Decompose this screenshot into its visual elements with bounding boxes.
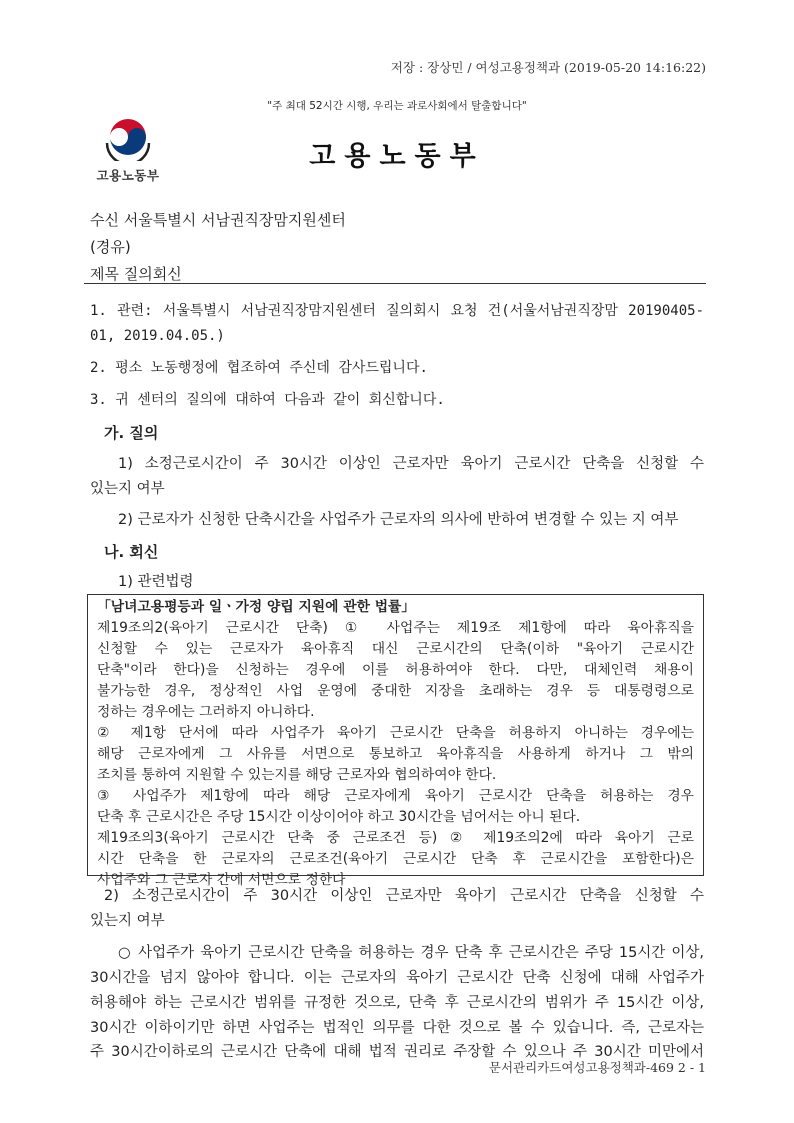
law-line: 사업주와 그 근로자 간에 서면으로 정한다 xyxy=(97,872,346,888)
answer-line: 30시간을 넘지 않아야 합니다. 이는 근로자의 육아기 근로시간 단축 신청에 대해 사업주가 xyxy=(90,970,704,986)
slogan: "주 최대 52시간 시행, 우리는 과로사회에서 탈출합니다" xyxy=(267,100,527,112)
section-a-heading: 가. 질의 xyxy=(104,424,159,442)
question-2: 2) 근로자가 신청한 단축시간을 사업주가 근로자의 의사에 반하여 변경할 수 있는 지 여부 xyxy=(118,512,679,528)
logo-text: 고용노동부 xyxy=(96,168,160,183)
subject-line: 제목 질의회신 xyxy=(90,265,182,283)
answer-line: ○ 사업주가 육아기 근로시간 단축을 허용하는 경우 단축 후 근로시간은 주당 15시간 이상, xyxy=(118,945,704,961)
item-2: 2. 평소 노동행정에 협조하여 주신데 감사드립니다. xyxy=(90,360,428,376)
question-1-line-2: 있는지 여부 xyxy=(90,481,165,497)
document-footer: 문서관리카드여성고용정책과-469 2 - 1 xyxy=(488,1060,706,1075)
header-divider xyxy=(84,283,706,284)
law-line: ② 제1항 단서에 따라 사업주가 육아기 근로시간 단축을 허용하지 아니하는 경우에는 xyxy=(97,725,694,741)
law-line: 시간 단축을 한 근로자의 근로조건(육아기 근로시간 단축 후 근로시간을 포함한다)은 xyxy=(97,851,694,867)
reply-2-line-1: 2) 소정근로시간이 주 30시간 이상인 근로자만 육아기 근로시간 단축을 신청할 수 xyxy=(104,888,704,904)
law-line: 제19조의3(육아기 근로시간 단축 중 근로조건 등) ② 제19조의2에 따라 육아기 근로 xyxy=(97,830,694,846)
reply-2-line-2: 있는지 여부 xyxy=(90,913,165,929)
law-excerpt-box xyxy=(87,594,704,888)
agency-title: 고용노동부 xyxy=(309,141,485,172)
item-1-line-1: 1. 관련: 서울특별시 서남권직장맘지원센터 질의회시 요청 건(서울서남권직장맘 20190405- xyxy=(90,303,704,319)
item-3: 3. 귀 센터의 질의에 대하여 다음과 같이 회신합니다. xyxy=(90,392,445,408)
law-line: 제19조의2(육아기 근로시간 단축) ① 사업주는 제19조 제1항에 따라 육아휴직을 xyxy=(97,620,694,636)
recipient-line: 수신 서울특별시 서남권직장맘지원센터 xyxy=(90,211,346,229)
section-b-heading: 나. 회신 xyxy=(104,543,159,561)
answer-line: 주 30시간이하로의 근로시간 단축에 대해 법적 권리로 주장할 수 있으나 주 30시간 미만에서 xyxy=(90,1044,704,1060)
law-title: 「남녀고용평등과 일ㆍ가정 양립 지원에 관한 법률」 xyxy=(97,599,416,615)
reply-1-heading: 1) 관련법령 xyxy=(118,574,194,590)
law-line: 정하는 경우에는 그러하지 아니하다. xyxy=(97,704,315,720)
answer-line: 30시간 이하이기만 하면 사업주는 법적인 의무를 다한 것으로 볼 수 있습니다. 즉, 근로자는 xyxy=(90,1020,704,1036)
answer-line: 허용해야 하는 근로시간 범위를 규정한 것으로, 단축 후 근로시간의 범위가 주 15시간 이상, xyxy=(90,995,704,1011)
law-line: 조치를 통하여 지원할 수 있는지를 해당 근로자와 협의하여야 한다. xyxy=(97,767,497,783)
law-line: 단축"이라 한다)을 신청하는 경우에 이를 허용하여야 한다. 다만, 대체인력 채용이 xyxy=(97,662,694,678)
item-1-line-2: 01, 2019.04.05.) xyxy=(90,328,225,344)
law-line: ③ 사업주가 제1항에 따라 해당 근로자에게 육아기 근로시간 단축을 허용하는 경우 xyxy=(97,788,694,804)
law-line: 해당 근로자에게 그 사유를 서면으로 통보하고 육아휴직을 사용하게 하거나 그 밖의 xyxy=(97,746,694,762)
question-1-line-1: 1) 소정근로시간이 주 30시간 이상인 근로자만 육아기 근로시간 단축을 신청할 수 xyxy=(118,456,704,472)
via-line: (경유) xyxy=(90,238,131,256)
law-line: 신청할 수 있는 근로자가 육아휴직 대신 근로시간의 단축(이하 "육아기 근로시간 xyxy=(97,641,694,657)
law-line: 불가능한 경우, 정상적인 사업 운영에 중대한 지장을 초래하는 경우 등 대통령령으로 xyxy=(97,683,694,699)
law-line: 단축 후 근로시간은 주당 15시간 이상이어야 하고 30시간을 넘어서는 아니 된다. xyxy=(97,809,581,825)
storage-stamp: 저장 : 장상민 / 여성고용정책과 (2019-05-20 14:16:22) xyxy=(390,60,706,75)
